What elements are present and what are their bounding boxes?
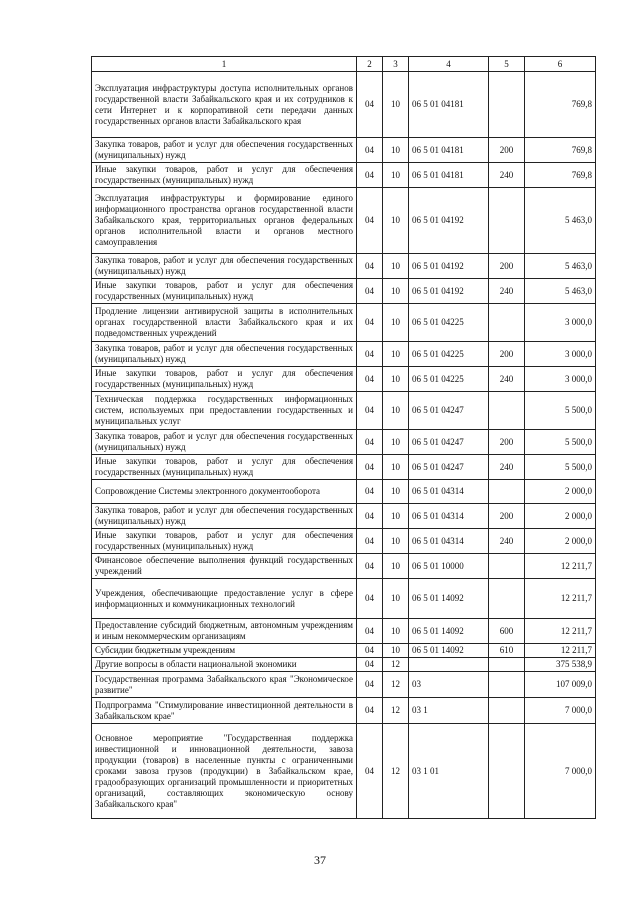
row-expense-type-cell: 240 xyxy=(489,529,525,554)
row-expense-type-cell xyxy=(489,392,525,430)
row-amount-cell: 5 463,0 xyxy=(525,188,596,254)
row-name-cell: Подпрограмма "Стимулирование инвестиционной деятельности в Забайкальском крае" xyxy=(92,698,357,724)
row-expense-type-cell xyxy=(489,72,525,138)
row-section-cell: 04 xyxy=(357,672,383,698)
row-section-cell: 04 xyxy=(357,554,383,579)
row-target-code-cell: 06 5 01 04192 xyxy=(409,254,489,279)
row-amount-cell: 12 211,7 xyxy=(525,644,596,658)
row-name-cell: Иные закупки товаров, работ и услуг для обеспечения государственных (муниципальных) нужд xyxy=(92,529,357,554)
row-amount-cell: 3 000,0 xyxy=(525,304,596,342)
row-section-cell: 04 xyxy=(357,579,383,619)
row-name-cell: Субсидии бюджетным учреждениям xyxy=(92,644,357,658)
row-subsection-cell: 10 xyxy=(383,529,409,554)
table-row xyxy=(92,529,596,554)
row-subsection-cell: 12 xyxy=(383,658,409,672)
row-expense-type-cell: 200 xyxy=(489,254,525,279)
row-expense-type-cell: 600 xyxy=(489,619,525,644)
row-amount-cell: 2 000,0 xyxy=(525,529,596,554)
row-name-cell: Закупка товаров, работ и услуг для обеспечения государственных (муниципальных) нужд xyxy=(92,504,357,529)
row-subsection-cell: 10 xyxy=(383,504,409,529)
row-amount-cell: 3 000,0 xyxy=(525,342,596,367)
row-name-cell: Основное мероприятие "Государственная поддержка инвестиционной и инновационной деятельности, завоза продукции (товаров) в населенные пункты с ограниченными сроками завоза грузов (продукции) в Забайкальском крае, градообразующих организаций промышленности и приоритетных организаций, составляющих экономическую основу Забайкальского края" xyxy=(92,724,357,819)
row-amount-cell: 7 000,0 xyxy=(525,698,596,724)
row-subsection-cell: 10 xyxy=(383,279,409,304)
table-row xyxy=(92,304,596,342)
row-name-cell: Эксплуатация инфраструктуры доступа исполнительных органов государственной власти Забайкальского края и их сотрудников к сети Интернет и к корпоративной сети передачи данных государственных органов власти Забайкальского края xyxy=(92,72,357,138)
row-expense-type-cell: 200 xyxy=(489,430,525,455)
row-expense-type-cell: 240 xyxy=(489,367,525,392)
row-name-cell: Закупка товаров, работ и услуг для обеспечения государственных (муниципальных) нужд xyxy=(92,430,357,455)
row-section-cell: 04 xyxy=(357,698,383,724)
table-row xyxy=(92,672,596,698)
row-target-code-cell: 06 5 01 04181 xyxy=(409,72,489,138)
row-section-cell: 04 xyxy=(357,342,383,367)
row-subsection-cell: 12 xyxy=(383,724,409,819)
table-row xyxy=(92,392,596,430)
row-section-cell: 04 xyxy=(357,430,383,455)
row-target-code-cell: 06 5 01 04247 xyxy=(409,455,489,480)
row-expense-type-cell: 200 xyxy=(489,342,525,367)
row-name-cell: Иные закупки товаров, работ и услуг для обеспечения государственных (муниципальных) нужд xyxy=(92,163,357,188)
row-target-code-cell: 06 5 01 04192 xyxy=(409,188,489,254)
row-amount-cell: 5 500,0 xyxy=(525,455,596,480)
row-name-cell: Иные закупки товаров, работ и услуг для обеспечения государственных (муниципальных) нужд xyxy=(92,455,357,480)
row-target-code-cell: 06 5 01 14092 xyxy=(409,619,489,644)
table-row xyxy=(92,188,596,254)
row-section-cell: 04 xyxy=(357,529,383,554)
table-row xyxy=(92,367,596,392)
row-section-cell: 04 xyxy=(357,163,383,188)
row-amount-cell: 12 211,7 xyxy=(525,554,596,579)
row-name-cell: Техническая поддержка государственных информационных систем, используемых при предоставлении государственных и муниципальных услуг xyxy=(92,392,357,430)
row-amount-cell: 5 463,0 xyxy=(525,254,596,279)
table-row xyxy=(92,430,596,455)
table-header-row xyxy=(92,57,596,72)
row-target-code-cell: 06 5 01 04181 xyxy=(409,163,489,188)
row-subsection-cell: 10 xyxy=(383,254,409,279)
table-row xyxy=(92,138,596,163)
row-expense-type-cell xyxy=(489,304,525,342)
row-section-cell: 04 xyxy=(357,138,383,163)
row-amount-cell: 7 000,0 xyxy=(525,724,596,819)
row-expense-type-cell xyxy=(489,188,525,254)
header-cell: 1 xyxy=(92,57,357,72)
row-section-cell: 04 xyxy=(357,392,383,430)
row-target-code-cell: 06 5 01 04314 xyxy=(409,529,489,554)
row-subsection-cell: 10 xyxy=(383,367,409,392)
row-target-code-cell: 06 5 01 04225 xyxy=(409,367,489,392)
row-subsection-cell: 10 xyxy=(383,554,409,579)
row-target-code-cell: 06 5 01 10000 xyxy=(409,554,489,579)
budget-table xyxy=(91,56,596,819)
row-target-code-cell: 06 5 01 04247 xyxy=(409,392,489,430)
table-row xyxy=(92,579,596,619)
row-target-code-cell: 06 5 01 14092 xyxy=(409,644,489,658)
row-expense-type-cell: 610 xyxy=(489,644,525,658)
row-subsection-cell: 10 xyxy=(383,304,409,342)
row-expense-type-cell xyxy=(489,579,525,619)
row-expense-type-cell xyxy=(489,658,525,672)
row-subsection-cell: 10 xyxy=(383,430,409,455)
row-expense-type-cell xyxy=(489,724,525,819)
table-row xyxy=(92,342,596,367)
row-section-cell: 04 xyxy=(357,724,383,819)
row-amount-cell: 12 211,7 xyxy=(525,619,596,644)
row-expense-type-cell: 200 xyxy=(489,504,525,529)
row-expense-type-cell: 200 xyxy=(489,138,525,163)
table-row xyxy=(92,644,596,658)
row-subsection-cell: 10 xyxy=(383,480,409,504)
row-target-code-cell: 03 xyxy=(409,672,489,698)
row-section-cell: 04 xyxy=(357,619,383,644)
table-row xyxy=(92,658,596,672)
row-name-cell: Другие вопросы в области национальной экономики xyxy=(92,658,357,672)
row-name-cell: Государственная программа Забайкальского края "Экономическое развитие" xyxy=(92,672,357,698)
row-target-code-cell: 06 5 01 04181 xyxy=(409,138,489,163)
row-subsection-cell: 10 xyxy=(383,342,409,367)
row-name-cell: Учреждения, обеспечивающие предоставление услуг в сфере информационных и коммуникационных технологий xyxy=(92,579,357,619)
row-expense-type-cell xyxy=(489,672,525,698)
row-name-cell: Сопровождение Системы электронного документооборота xyxy=(92,480,357,504)
row-amount-cell: 5 500,0 xyxy=(525,392,596,430)
header-cell: 2 xyxy=(357,57,383,72)
row-expense-type-cell: 240 xyxy=(489,279,525,304)
table-row xyxy=(92,455,596,480)
row-name-cell: Иные закупки товаров, работ и услуг для обеспечения государственных (муниципальных) нужд xyxy=(92,367,357,392)
table-row xyxy=(92,279,596,304)
row-name-cell: Продление лицензии антивирусной защиты в исполнительных органах государственной власти Забайкальского края и их подведомственных учреждений xyxy=(92,304,357,342)
row-target-code-cell: 06 5 01 04314 xyxy=(409,480,489,504)
table-row xyxy=(92,619,596,644)
header-cell: 6 xyxy=(525,57,596,72)
row-amount-cell: 5 500,0 xyxy=(525,430,596,455)
table-row xyxy=(92,72,596,138)
row-subsection-cell: 12 xyxy=(383,698,409,724)
row-section-cell: 04 xyxy=(357,279,383,304)
table-row xyxy=(92,554,596,579)
row-target-code-cell: 06 5 01 04314 xyxy=(409,504,489,529)
row-subsection-cell: 10 xyxy=(383,72,409,138)
row-subsection-cell: 10 xyxy=(383,188,409,254)
row-subsection-cell: 10 xyxy=(383,455,409,480)
row-section-cell: 04 xyxy=(357,504,383,529)
header-cell: 3 xyxy=(383,57,409,72)
row-section-cell: 04 xyxy=(357,480,383,504)
row-amount-cell: 3 000,0 xyxy=(525,367,596,392)
row-subsection-cell: 12 xyxy=(383,672,409,698)
header-cell: 4 xyxy=(409,57,489,72)
row-section-cell: 04 xyxy=(357,644,383,658)
row-name-cell: Закупка товаров, работ и услуг для обеспечения государственных (муниципальных) нужд xyxy=(92,342,357,367)
table-row xyxy=(92,504,596,529)
row-amount-cell: 769,8 xyxy=(525,138,596,163)
row-target-code-cell: 06 5 01 14092 xyxy=(409,579,489,619)
table-row xyxy=(92,698,596,724)
table-row xyxy=(92,480,596,504)
header-cell: 5 xyxy=(489,57,525,72)
row-section-cell: 04 xyxy=(357,254,383,279)
table-row xyxy=(92,163,596,188)
row-target-code-cell: 06 5 01 04192 xyxy=(409,279,489,304)
row-subsection-cell: 10 xyxy=(383,163,409,188)
row-amount-cell: 107 009,0 xyxy=(525,672,596,698)
table-row xyxy=(92,724,596,819)
row-target-code-cell: 06 5 01 04247 xyxy=(409,430,489,455)
row-subsection-cell: 10 xyxy=(383,138,409,163)
row-section-cell: 04 xyxy=(357,304,383,342)
row-subsection-cell: 10 xyxy=(383,619,409,644)
row-name-cell: Иные закупки товаров, работ и услуг для обеспечения государственных (муниципальных) нужд xyxy=(92,279,357,304)
page-number: 37 xyxy=(314,853,326,867)
row-name-cell: Предоставление субсидий бюджетным, автономным учреждениям и иным некоммерческим организациям xyxy=(92,619,357,644)
row-amount-cell: 375 538,9 xyxy=(525,658,596,672)
row-name-cell: Финансовое обеспечение выполнения функций государственных учреждений xyxy=(92,554,357,579)
row-amount-cell: 769,8 xyxy=(525,72,596,138)
row-section-cell: 04 xyxy=(357,455,383,480)
row-amount-cell: 5 463,0 xyxy=(525,279,596,304)
row-subsection-cell: 10 xyxy=(383,579,409,619)
row-name-cell: Закупка товаров, работ и услуг для обеспечения государственных (муниципальных) нужд xyxy=(92,138,357,163)
row-amount-cell: 769,8 xyxy=(525,163,596,188)
row-expense-type-cell: 240 xyxy=(489,163,525,188)
row-target-code-cell: 06 5 01 04225 xyxy=(409,304,489,342)
row-target-code-cell: 06 5 01 04225 xyxy=(409,342,489,367)
row-subsection-cell: 10 xyxy=(383,644,409,658)
row-amount-cell: 2 000,0 xyxy=(525,504,596,529)
row-target-code-cell xyxy=(409,658,489,672)
row-amount-cell: 2 000,0 xyxy=(525,480,596,504)
row-section-cell: 04 xyxy=(357,188,383,254)
row-subsection-cell: 10 xyxy=(383,392,409,430)
row-name-cell: Эксплуатация инфраструктуры и формирование единого информационного пространства органов государственной власти Забайкальского края, территориальных органов федеральных органов исполнительной власти и органов местного самоуправления xyxy=(92,188,357,254)
row-expense-type-cell xyxy=(489,554,525,579)
table-row xyxy=(92,254,596,279)
row-name-cell: Закупка товаров, работ и услуг для обеспечения государственных (муниципальных) нужд xyxy=(92,254,357,279)
row-section-cell: 04 xyxy=(357,367,383,392)
row-target-code-cell: 03 1 xyxy=(409,698,489,724)
row-target-code-cell: 03 1 01 xyxy=(409,724,489,819)
row-expense-type-cell xyxy=(489,698,525,724)
row-section-cell: 04 xyxy=(357,658,383,672)
row-expense-type-cell: 240 xyxy=(489,455,525,480)
row-section-cell: 04 xyxy=(357,72,383,138)
row-expense-type-cell xyxy=(489,480,525,504)
row-amount-cell: 12 211,7 xyxy=(525,579,596,619)
